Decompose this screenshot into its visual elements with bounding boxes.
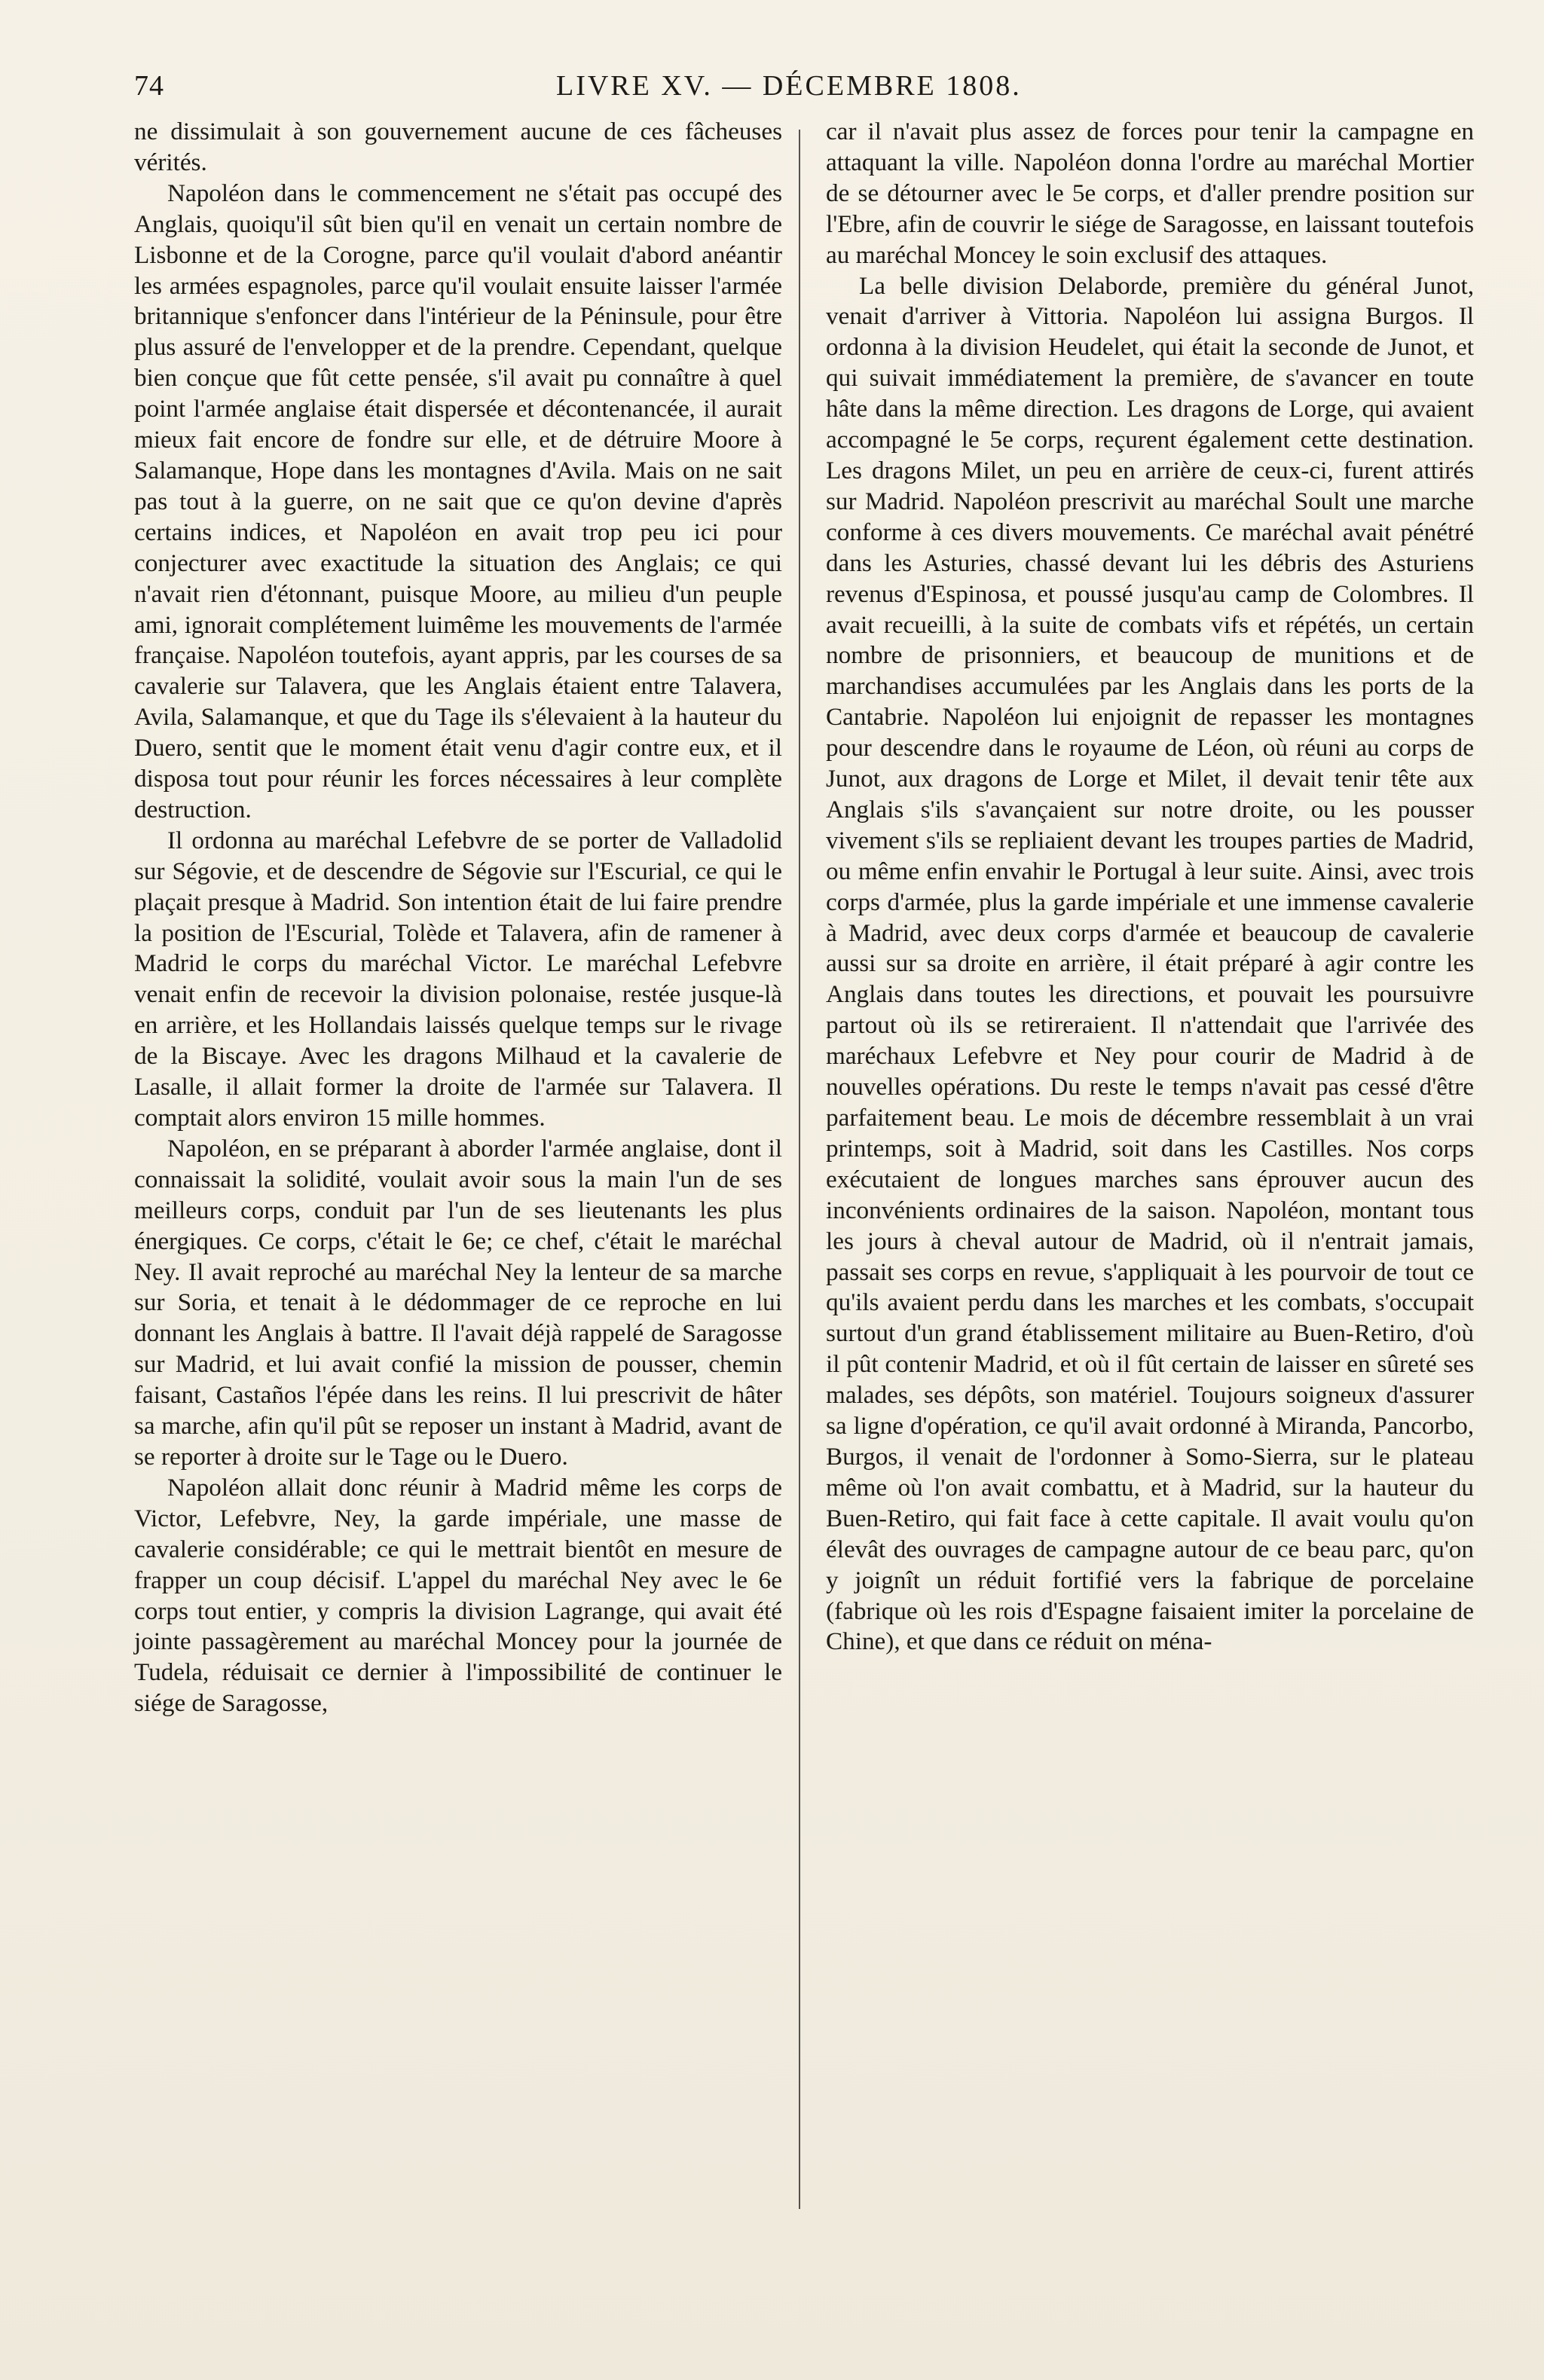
paragraph: Napoléon, en se préparant à aborder l'armée anglaise, dont il connaissait la solidité, voulait avoir sous la main l'un de ses meilleurs corps, conduit par l'un de ses lieutenants les plus énergiques. Ce corps, c'était le 6e; ce chef, c'était le maréchal Ney. Il avait reproché au maréchal Ney la lenteur de sa marche sur Soria, et tenait à le dédommager de ce reproche en lui donnant les Anglais à battre. Il l'avait déjà rappelé de Saragosse sur Madrid, et lui avait confié la mission de pousser, chemin faisant, Castaños l'épée dans les reins. Il lui prescrivit de hâter sa marche, afin qu'il pût se reposer un instant à Madrid, avant de se reporter à droite sur le Tage ou le Duero. [134, 1134, 782, 1471]
paragraph: car il n'avait plus assez de forces pour tenir la campagne en attaquant la ville. Napoléon donna l'ordre au maréchal Mortier de se détourner avec le 5e corps, et d'aller prendre position sur l'Ebre, afin de couvrir le siége de Saragosse, en laissant toutefois au maréchal Moncey le soin exclusif des attaques. [826, 118, 1474, 269]
paragraph: ne dissimulait à son gouvernement aucune de ces fâcheuses vérités. [134, 118, 782, 176]
paragraph: Napoléon dans le commencement ne s'était pas occupé des Anglais, quoiqu'il sût bien qu'il en venait un certain nombre de Lisbonne et de la Corogne, parce qu'il voulait d'abord anéantir les armées espagnoles, parce qu'il voulait ensuite laisser l'armée britannique s'enfoncer dans l'intérieur de la Péninsule, pour être plus assuré de l'envelopper et de la prendre. Cependant, quelque bien conçue que fût cette pensée, s'il avait pu connaître à quel point l'armée anglaise était dispersée et décontenancée, il aurait mieux fait encore de fondre sur elle, et de détruire Moore à Salamanque, Hope dans les montagnes d'Avila. Mais on ne sait pas tout à la guerre, on ne sait que ce qu'on devine d'après certains indices, et Napoléon en avait trop peu ici pour conjecturer avec exactitude la situation des Anglais; ce qui n'avait rien d'étonnant, puisque Moore, au milieu d'un peuple ami, ignorait complétement luimême les mouvements de l'armée française. Napoléon toutefois, ayant appris, par les courses de sa cavalerie sur Talavera, que les Anglais étaient entre Talavera, Avila, Salamanque, et que du Tage ils s'élevaient à la hauteur du Duero, sentit que le moment était venu d'agir contre eux, et il disposa tout pour réunir les forces nécessaires à leur complète destruction. [134, 179, 782, 823]
column-divider [799, 130, 800, 2209]
paragraph: Il ordonna au maréchal Lefebvre de se porter de Valladolid sur Ségovie, et de descendre de Ségovie sur l'Escurial, ce qui le plaçait presque à Madrid. Son intention était de lui faire prendre la position de l'Escurial, Tolède et Talavera, afin de ramener à Madrid le corps du maréchal Victor. Le maréchal Lefebvre venait enfin de recevoir la division polonaise, restée jusque-là en arrière, et les Hollandais laissés quelque temps sur le rivage de la Biscaye. Avec les dragons Milhaud et la cavalerie de Lasalle, il allait former la droite de l'armée sur Talavera. Il comptait alors environ 15 mille hommes. [134, 826, 782, 1132]
paragraph: La belle division Delaborde, première du général Junot, venait d'arriver à Vittoria. Napoléon lui assigna Burgos. Il ordonna à la division Heudelet, qui était la seconde de Junot, et qui suivait immédiatement la première, de s'avancer en toute hâte dans la même direction. Les dragons de Lorge, qui avaient accompagné le 5e corps, reçurent également cette destination. Les dragons Milet, un peu en arrière de ceux-ci, furent attirés sur Madrid. Napoléon prescrivit au maréchal Soult une marche conforme à ces divers mouvements. Ce maréchal avait pénétré dans les Asturies, chassé devant lui les débris des Asturiens revenus d'Espinosa, et poussé jusqu'au camp de Colombres. Il avait recueilli, à la suite de combats vifs et répétés, un certain nombre de prisonniers, et beaucoup de munitions et de marchandises accumulées par les Anglais dans les ports de la Cantabrie. Napoléon lui enjoignit de repasser les montagnes pour descendre dans le royaume de Léon, où réuni au corps de Junot, aux dragons de Lorge et Milet, il devait tenir tête aux Anglais s'ils s'avançaient sur notre droite, ou les pousser vivement s'ils se repliaient devant les troupes parties de Madrid, ou même enfin envahir le Portugal à leur suite. Ainsi, avec trois corps d'armée, plus la garde impériale et une immense cavalerie à Madrid, avec deux corps d'armée et beaucoup de cavalerie aussi sur sa droite en arrière, il était préparé à agir contre les Anglais dans toutes les directions, et pouvait les poursuivre partout où ils se retireraient. Il n'attendait que l'arrivée des maréchaux Lefebvre et Ney pour courir de Madrid à de nouvelles opérations. Du reste le temps n'avait pas cessé d'être parfaitement beau. Le mois de décembre ressemblait à un vrai printemps, soit à Madrid, soit dans les Castilles. Nos corps exécutaient de longues marches sans éprouver aucun des inconvénients ordinaires de la saison. Napoléon, montant tous les jours à cheval autour de Madrid, où il n'entrait jamais, passait ses corps en revue, s'appliquait à les pourvoir de tout ce qu'ils avaient perdu dans les marches et les combats, s'occupait surtout d'un grand établissement militaire au Buen-Retiro, d'où il pût contenir Madrid, et où il fût certain de laisser en sûreté ses malades, ses dépôts, son matériel. Toujours soigneux d'assurer sa ligne d'opération, ce qu'il avait ordonné à Miranda, Pancorbo, Burgos, il venait de l'ordonner à Somo-Sierra, sur le plateau même où l'on avait combattu, et à Madrid, sur la hauteur du Buen-Retiro, qui fait face à cette capitale. Il avait voulu qu'on élevât des ouvrages de campagne autour de ce beau parc, qu'on y joignît un réduit fortifié vers la fabrique de porcelaine (fabrique où les rois d'Espagne faisaient imiter la porcelaine de Chine), et que dans ce réduit on ména- [826, 271, 1474, 1656]
page-number: 74 [134, 70, 164, 102]
right-column [826, 117, 1474, 1657]
running-head: LIVRE XV. — DÉCEMBRE 1808. [556, 70, 1022, 102]
paragraph: Napoléon allait donc réunir à Madrid même les corps de Victor, Lefebvre, Ney, la garde impériale, une masse de cavalerie considérable; ce qui le mettrait bientôt en mesure de frapper un coup décisif. L'appel du maréchal Ney avec le 6e corps tout entier, y compris la division Lagrange, qui avait été jointe passagèrement au maréchal Moncey pour la journée de Tudela, réduisait ce dernier à l'impossibilité de continuer le siége de Saragosse, [134, 1473, 782, 1718]
page-header [134, 69, 1490, 115]
left-column [134, 117, 782, 1719]
